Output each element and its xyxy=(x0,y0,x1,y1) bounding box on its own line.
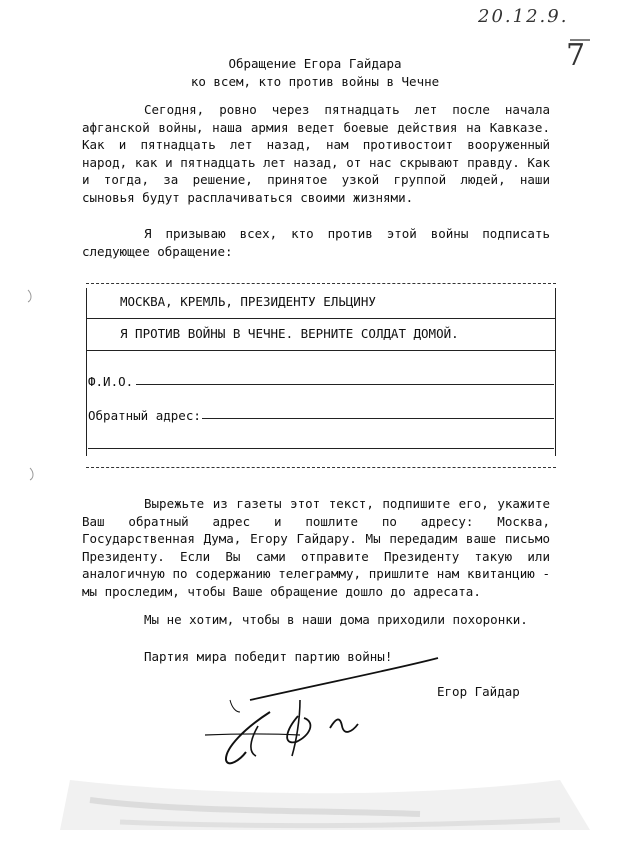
handwritten-mark: 7 xyxy=(566,38,586,73)
handwritten-date: 20.12.9. xyxy=(478,6,569,27)
name-field-label: Ф.И.О. xyxy=(88,374,134,389)
instructions-paragraph-text: Вырежьте из газеты этот текст, подпишите его, укажите Ваш обратный адрес и пошлите по адресу: Москва, Государственная Дума, Егору Гайдару. Мы передадим ваше письмо Президенту. Если Вы сами отправите Президенту такую или аналогичную по содержанию телеграмму, пришлите нам квитанцию - мы проследим, чтобы Ваше обращение дошло до адресата. xyxy=(82,496,550,599)
document-title-line1: Обращение Егора Гайдара xyxy=(228,56,402,71)
document-title-line2: ко всем, кто против войны в Чечне xyxy=(190,74,440,89)
appeal-addressee: МОСКВА, КРЕМЛЬ, ПРЕЗИДЕНТУ ЕЛЬЦИНУ xyxy=(120,294,376,309)
signature-name: Егор Гайдар xyxy=(437,684,520,699)
address-field-label: Обратный адрес: xyxy=(88,408,201,423)
appeal-message: Я ПРОТИВ ВОЙНЫ В ЧЕЧНЕ. ВЕРНИТЕ СОЛДАТ ДОМОЙ. xyxy=(120,326,459,341)
call-paragraph-text: Я призываю всех, кто против этой войны подписать следующее обращение: xyxy=(82,226,550,259)
closing-line-2: Партия мира победит партию войны! xyxy=(144,649,393,664)
closing-line-1: Мы не хотим, чтобы в наши дома приходили похоронки. xyxy=(144,612,528,627)
intro-paragraph-text: Сегодня, ровно через пятнадцать лет после начала афганской войны, наша армия ведет боевые действия на Кавказе. Как и пятнадцать лет назад, нам противостоит вооруженный народ, как и пятнадцать лет назад, от нас скрывают правду. Как и тогда, за решение, принятое узкой группой людей, наши сыновья будут расплачиваться своими жизнями. xyxy=(82,102,550,205)
